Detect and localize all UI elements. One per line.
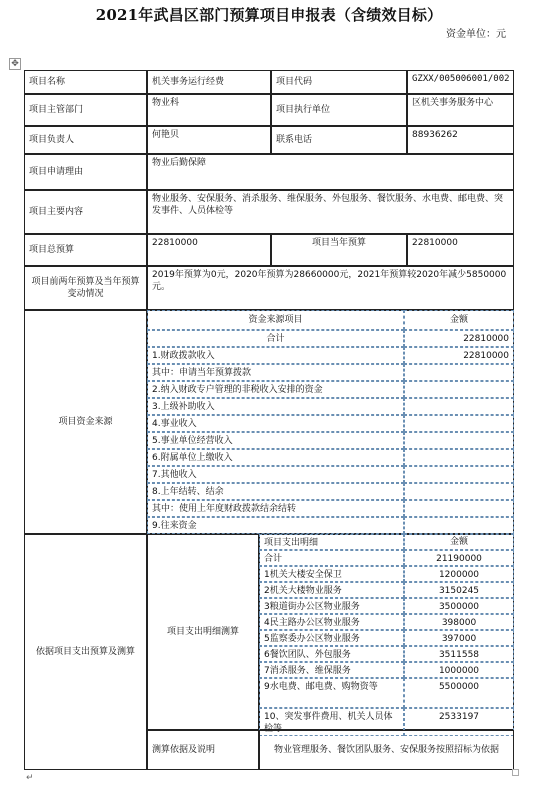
expense-row-name: 9水电费、邮电费、购物资等 bbox=[259, 678, 404, 708]
expense-row-amount: 5500000 bbox=[404, 678, 514, 708]
content-label: 项目主要内容 bbox=[24, 190, 147, 234]
funds-section-label: 项目资金来源 bbox=[24, 310, 147, 534]
expense-row-amount: 397000 bbox=[404, 630, 514, 646]
year-budget-label: 项目当年预算 bbox=[271, 234, 407, 266]
funds-header-amount: 金额 bbox=[404, 310, 514, 330]
funds-row-amount bbox=[404, 415, 514, 432]
table-resize-handle[interactable] bbox=[512, 769, 519, 776]
total-value: 22810000 bbox=[147, 234, 271, 266]
funds-row-name: 7.其他收入 bbox=[147, 466, 404, 483]
expense-row-amount: 3150245 bbox=[404, 582, 514, 598]
leader-value: 何艳贝 bbox=[147, 126, 271, 154]
funds-row-amount bbox=[404, 398, 514, 415]
expense-row-amount: 3500000 bbox=[404, 598, 514, 614]
paragraph-end-mark: ↵ bbox=[26, 773, 34, 783]
basis-value: 物业管理服务、餐饮团队服务、安保服务按照招标为依据 bbox=[259, 730, 514, 770]
expense-row-amount: 21190000 bbox=[404, 550, 514, 566]
basis-label: 测算依据及说明 bbox=[147, 730, 259, 770]
expense-row-name: 合计 bbox=[259, 550, 404, 566]
year-budget-value: 22810000 bbox=[407, 234, 514, 266]
funds-row-name: 5.事业单位经营收入 bbox=[147, 432, 404, 449]
exec-unit-label: 项目执行单位 bbox=[271, 94, 407, 126]
change-value: 2019年预算为0元，2020年预算为28660000元，2021年预算较2020年减少5850000元。 bbox=[147, 266, 514, 310]
funds-row-amount: 22810000 bbox=[404, 347, 514, 364]
exec-unit-value: 区机关事务服务中心 bbox=[407, 94, 514, 126]
funds-row-name: 6.附属单位上缴收入 bbox=[147, 449, 404, 466]
expense-row-name: 6餐饮团队、外包服务 bbox=[259, 646, 404, 662]
project-code-value: GZXX/005006001/002 bbox=[407, 70, 514, 94]
project-code-label: 项目代码 bbox=[271, 70, 407, 94]
content-value: 物业服务、安保服务、消杀服务、维保服务、外包服务、餐饮服务、水电费、邮电费、突发事件、人员体检等 bbox=[147, 190, 514, 234]
expense-row-name: 1机关大楼安全保卫 bbox=[259, 566, 404, 582]
dept-label: 项目主管部门 bbox=[24, 94, 147, 126]
expense-row-amount: 1200000 bbox=[404, 566, 514, 582]
budget-table bbox=[24, 70, 514, 770]
project-name-value: 机关事务运行经费 bbox=[147, 70, 271, 94]
expense-section-label: 依据项目支出预算及测算 bbox=[24, 534, 147, 770]
expense-row-name: 2机关大楼物业服务 bbox=[259, 582, 404, 598]
expense-row-name: 10、突发事件费用、机关人员体检等 bbox=[259, 708, 404, 736]
funds-row-amount bbox=[404, 364, 514, 381]
unit-label: 资金单位：元 bbox=[446, 29, 506, 40]
expense-header-amount: 金额 bbox=[404, 534, 514, 550]
reason-label: 项目申请理由 bbox=[24, 154, 147, 190]
expense-row-name: 7消杀服务、维保服务 bbox=[259, 662, 404, 678]
funds-row-amount bbox=[404, 517, 514, 534]
funds-row-name: 其中：申请当年预算拨款 bbox=[147, 364, 404, 381]
expense-row-name: 3粮道街办公区物业服务 bbox=[259, 598, 404, 614]
total-label: 项目总预算 bbox=[24, 234, 147, 266]
funds-row-amount bbox=[404, 466, 514, 483]
funds-row-name: 3.上级补助收入 bbox=[147, 398, 404, 415]
page-title: 2021年武昌区部门预算项目申报表（含绩效目标） bbox=[95, 6, 443, 24]
leader-label: 项目负责人 bbox=[24, 126, 147, 154]
phone-value: 88936262 bbox=[407, 126, 514, 154]
expense-detail-label: 项目支出明细测算 bbox=[147, 534, 259, 730]
funds-row-amount bbox=[404, 500, 514, 517]
funds-row-name: 合计 bbox=[147, 330, 404, 347]
funds-row-amount: 22810000 bbox=[404, 330, 514, 347]
funds-row-name: 其中：使用上年度财政拨款结余结转 bbox=[147, 500, 404, 517]
expense-row-amount: 3511558 bbox=[404, 646, 514, 662]
expense-row-name: 4民主路办公区物业服务 bbox=[259, 614, 404, 630]
funds-row-amount bbox=[404, 381, 514, 398]
expense-header-item: 项目支出明细 bbox=[259, 534, 404, 550]
phone-label: 联系电话 bbox=[271, 126, 407, 154]
expense-row-amount: 398000 bbox=[404, 614, 514, 630]
funds-header-source: 资金来源项目 bbox=[147, 310, 404, 330]
funds-row-name: 4.事业收入 bbox=[147, 415, 404, 432]
reason-value: 物业后勤保障 bbox=[147, 154, 514, 190]
funds-row-name: 8.上年结转、结余 bbox=[147, 483, 404, 500]
project-name-label: 项目名称 bbox=[24, 70, 147, 94]
funds-row-name: 9.往来资金 bbox=[147, 517, 404, 534]
expense-row-amount: 1000000 bbox=[404, 662, 514, 678]
dept-value: 物业科 bbox=[147, 94, 271, 126]
funds-row-name: 2.纳入财政专户管理的非税收入安排的资金 bbox=[147, 381, 404, 398]
table-move-handle-icon[interactable]: ✥ bbox=[9, 58, 21, 70]
change-label: 项目前两年预算及当年预算变动情况 bbox=[24, 266, 147, 310]
funds-row-amount bbox=[404, 432, 514, 449]
funds-row-amount bbox=[404, 449, 514, 466]
expense-row-name: 5监察委办公区物业服务 bbox=[259, 630, 404, 646]
funds-row-name: 1.财政拨款收入 bbox=[147, 347, 404, 364]
funds-row-amount bbox=[404, 483, 514, 500]
expense-row-amount: 2533197 bbox=[404, 708, 514, 736]
